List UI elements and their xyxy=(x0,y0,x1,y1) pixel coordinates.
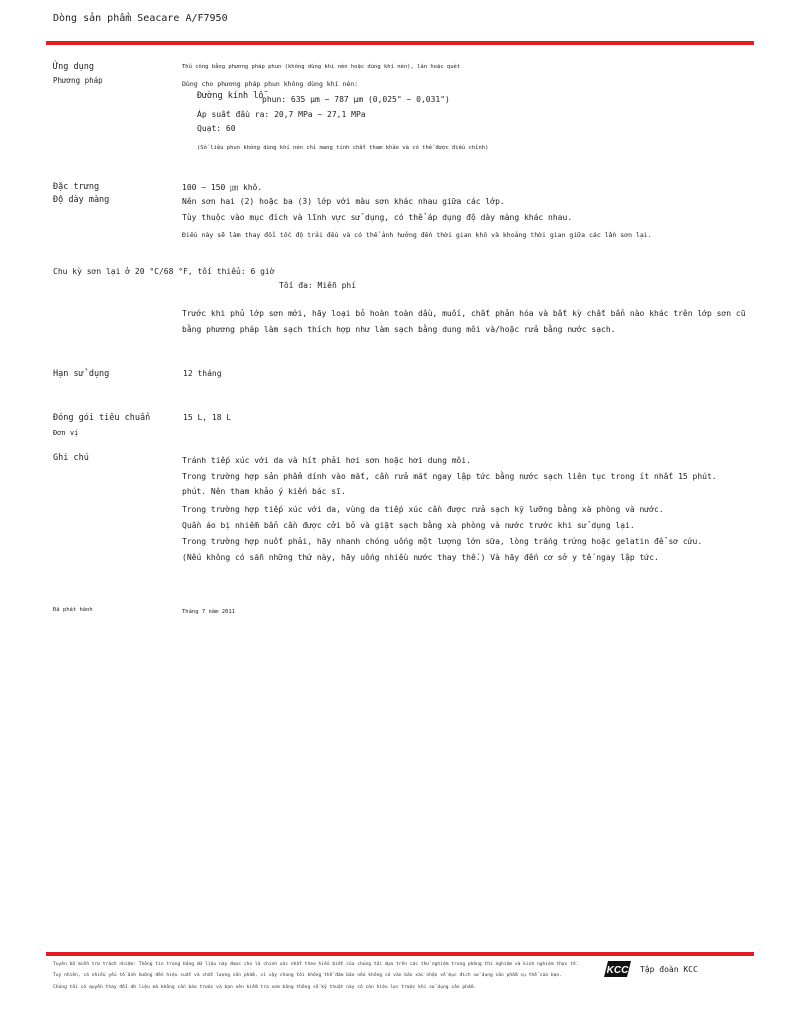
disclaimer-line-1: Tuyên bố miễn trừ trách nhiệm: Thông tin trong bảng dữ liệu này được cho là chính xác nhất theo hiểu biết của chúng tôi dựa trên các thử nghiệm trong phòng thí nghiệm và kinh nghiệm thực tế. xyxy=(53,962,579,967)
note-line: Quần áo bị nhiễm bẩn cần được cởi bỏ và giặt sạch bằng xà phòng và nước trước khi sử dụng lại. xyxy=(182,521,635,530)
header-divider xyxy=(46,41,754,45)
note-line: Tránh tiếp xúc với da và hít phải hơi sơn hoặc hơi dung môi. xyxy=(182,456,471,465)
note-line: (Nếu không có sẵn những thứ này, hãy uống nhiều nước thay thế.) Và hãy đến cơ sở y tế ngay lập tức. xyxy=(182,553,659,562)
kcc-logo-icon xyxy=(604,961,631,977)
recoat-max: Tối đa: Miễn phí xyxy=(279,281,357,290)
disclaimer-line-2: Tuy nhiên, có nhiều yếu tố ảnh hưởng đến hiệu suất và chất lượng sản phẩm, vì vậy chúng tôi không thể đảm bảo nếu không có văn bản xác nhận về mục đích sử dụng sản phẩm cụ thể của bạn. xyxy=(53,973,562,978)
features-line-2: Nên sơn hai (2) hoặc ba (3) lớp với màu sơn khác nhau giữa các lớp. xyxy=(182,197,505,206)
packing-label: Đóng gói tiêu chuẩn xyxy=(53,413,151,423)
features-line-4: Điều này sẽ làm thay đổi tốc độ trải đều và có thể ảnh hưởng đến thời gian khô và khoảng thời gian giữa các lần sơn lại. xyxy=(182,231,652,239)
note-line: Trong trường hợp nuốt phải, hãy nhanh chóng uống một lượng lớn sữa, lòng trắng trứng hoặc gelatin để sơ cứu. xyxy=(182,537,703,546)
shelf-life-label: Hạn sử dụng xyxy=(53,369,110,379)
recoat-line-2: bằng phương pháp làm sạch thích hợp như làm sạch bằng dung môi và/hoặc rửa bằng nước sạch. xyxy=(182,325,616,334)
note-line: Trong trường hợp sản phẩm dính vào mắt, cần rửa mắt ngay lập tức bằng nước sạch liên tục trong ít nhất 15 phút. xyxy=(182,472,717,481)
issued-label: Đã phát hành xyxy=(53,607,93,613)
airless-intro: Dùng cho phương pháp phun không dùng khí nén: xyxy=(182,80,359,88)
features-line-3: Tùy thuộc vào mục đích và lĩnh vực sử dụng, có thể áp dụng độ dày màng khác nhau. xyxy=(182,213,573,222)
fan-value: Quạt: 60 xyxy=(197,124,236,133)
packing-value: 15 L, 18 L xyxy=(183,413,232,422)
pressure-value: Áp suất đầu ra: 20,7 MPa ~ 27,1 MPa xyxy=(197,110,366,119)
brand-name: Tập đoàn KCC xyxy=(640,965,698,974)
nozzle-value: phun: 635 µm ~ 787 µm (0,025" ~ 0,031") xyxy=(262,95,450,104)
recoat-label: Chu kỳ sơn lại ở 20 °C/68 °F, tối thiểu: 6 giờ xyxy=(53,267,275,276)
page-title: Dòng sản phẩm Seacare A/F7950 xyxy=(53,13,228,24)
features-label: Đặc trưng xyxy=(53,182,100,192)
svg-text:KCC: KCC xyxy=(606,965,629,976)
notes-label: Ghi chú xyxy=(53,453,89,463)
recoat-line-1: Trước khi phủ lớp sơn mới, hãy loại bỏ hoàn toàn dầu, muối, chất phản hóa và bất kỳ chất bẩn nào khác trên lớp sơn cũ xyxy=(182,309,746,318)
issued-value: Tháng 7 năm 2011 xyxy=(182,609,235,615)
disclaimer-line-3: Chúng tôi có quyền thay đổi dữ liệu mà không cần báo trước và bạn nên kiểm tra xem bảng thông số kỹ thuật này có còn hiệu lực trước khi sử dụng sản phẩm. xyxy=(53,985,477,990)
nozzle-label: Đường kính lỗ xyxy=(197,91,264,101)
airless-note: (Số liệu phun không dùng khí nén chỉ mang tính chất tham khảo và có thể được điều chỉnh) xyxy=(197,145,489,151)
method-label: Phương pháp xyxy=(53,76,103,85)
footer-divider xyxy=(46,952,754,956)
shelf-life-value: 12 tháng xyxy=(183,369,222,378)
features-line-1: 100 ~ 150 ㎛ khô. xyxy=(182,183,263,192)
film-thickness-label: Độ dày màng xyxy=(53,195,110,205)
unit-label: Đơn vị xyxy=(53,429,79,437)
note-line: phút. Nên tham khảo ý kiến bác sĩ. xyxy=(182,487,346,496)
application-label: Ứng dụng xyxy=(53,62,94,72)
note-line: Trong trường hợp tiếp xúc với da, vùng da tiếp xúc cần được rửa sạch kỹ lưỡng bằng xà phòng và nước. xyxy=(182,505,664,514)
application-methods: Thủ công bằng phương pháp phun (không dùng khí nén hoặc dùng khí nén), lăn hoặc quét xyxy=(182,64,461,70)
